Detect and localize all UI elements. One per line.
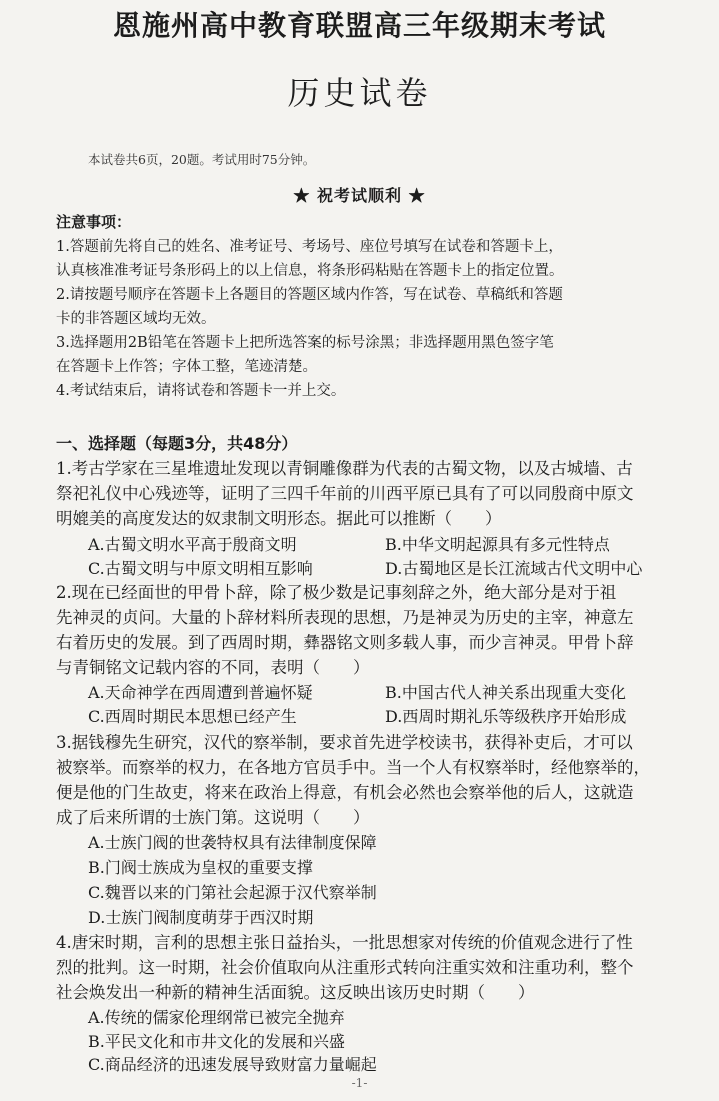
notes-line: 4.考试结束后，请将试卷和答题卡一并上交。 [56,383,346,399]
question-text-line: 明媲美的高度发达的奴隶制文明形态。据此可以推断（ ） [56,509,502,528]
notes-line: 认真核准准考证号条形码上的以上信息，将条形码粘贴在答题卡上的指定位置。 [56,263,564,279]
exam-intro: 本试卷共6页，20题。考试用时75分钟。 [88,152,316,167]
option-b: B.中华文明起源具有多元性特点 [385,535,610,554]
question-text-line: 被察举。而察举的权力，在各地方官员手中。当一个人有权察举时，经他察举的， [56,758,650,777]
notes-line: 1.答题前先将自己的姓名、准考证号、考场号、座位号填写在试卷和答题卡上， [56,239,563,255]
option-c: C.商品经济的迅速发展导致财富力量崛起 [88,1055,377,1074]
page-number: -1- [351,1076,368,1090]
question-text-line: 2.现在已经面世的甲骨卜辞，除了极少数是记事刻辞之外，绝大部分是对于祖 [56,583,617,602]
question-text-line: 3.据钱穆先生研究，汉代的察举制，要求首先进学校读书，获得补吏后，才可以 [56,733,633,752]
notes-line: 3.选择题用2B铅笔在答题卡上把所选答案的标号涂黑；非选择题用黑色签字笔 [56,335,554,351]
question-text-line: 与青铜铭文记载内容的不同，表明（ ） [56,658,370,677]
question-text-line: 社会焕发出一种新的精神生活面貌。这反映出该历史时期（ ） [56,983,535,1002]
exam-title: 恩施州高中教育联盟高三年级期末考试 [112,9,606,42]
option-b: B.门阀士族成为皇权的重要支撑 [88,858,313,877]
option-d: D.士族门阀制度萌芽于西汉时期 [88,908,314,927]
option-a: A.天命神学在西周遭到普遍怀疑 [88,683,313,702]
option-c: C.西周时期民本思想已经产生 [88,707,297,726]
question-text-line: 先神灵的贞问。大量的卜辞材料所表现的思想，乃是神灵为历史的主宰，神意左 [56,608,634,627]
option-d: D.西周时期礼乐等级秩序开始形成 [385,707,627,726]
question-text-line: 祭祀礼仪中心残迹等，证明了三四千年前的川西平原已具有了可以同殷商中原文 [56,484,634,503]
question-text-line: 1.考古学家在三星堆遗址发现以青铜雕像群为代表的古蜀文物，以及古城墙、古 [56,459,633,478]
option-b: B.中国古代人神关系出现重大变化 [385,683,626,702]
question-text-line: 烈的批判。这一时期，社会价值取向从注重形式转向注重实效和注重功利，整个 [56,958,634,977]
option-b: B.平民文化和市井文化的发展和兴盛 [88,1032,345,1051]
good-luck-banner: ★ 祝考试顺利 ★ [293,186,426,205]
notes-line: 2.请按题号顺序在答题卡上各题目的答题区域内作答，写在试卷、草稿纸和答题 [56,287,563,303]
option-a: A.古蜀文明水平高于殷商文明 [88,535,297,554]
question-text-line: 便是他的门生故吏，将来在政治上得意，有机会必然也会察举他的后人，这就造 [56,783,634,802]
notes-line: 卡的非答题区域均无效。 [56,311,216,327]
question-text-line: 右着历史的发展。到了西周时期，彝器铭文则多载人事，而少言神灵。甲骨卜辞 [56,633,634,652]
notes-line: 在答题卡上作答；字体工整，笔迹清楚。 [56,359,317,375]
question-text-line: 4.唐宋时期，言利的思想主张日益抬头，一批思想家对传统的价值观念进行了性 [56,933,633,952]
option-a: A.传统的儒家伦理纲常已被完全抛弃 [88,1008,345,1027]
option-c: C.魏晋以来的门第社会起源于汉代察举制 [88,883,377,902]
option-c: C.古蜀文明与中原文明相互影响 [88,559,313,578]
question-text-line: 成了后来所谓的士族门第。这说明（ ） [56,808,370,827]
option-a: A.士族门阀的世袭特权具有法律制度保障 [88,833,377,852]
section-heading: 一、选择题（每题3分，共48分） [56,434,298,453]
option-d: D.古蜀地区是长江流域古代文明中心 [385,559,643,578]
exam-subtitle: 历史试卷 [287,74,432,112]
notes-heading: 注意事项： [56,213,132,231]
